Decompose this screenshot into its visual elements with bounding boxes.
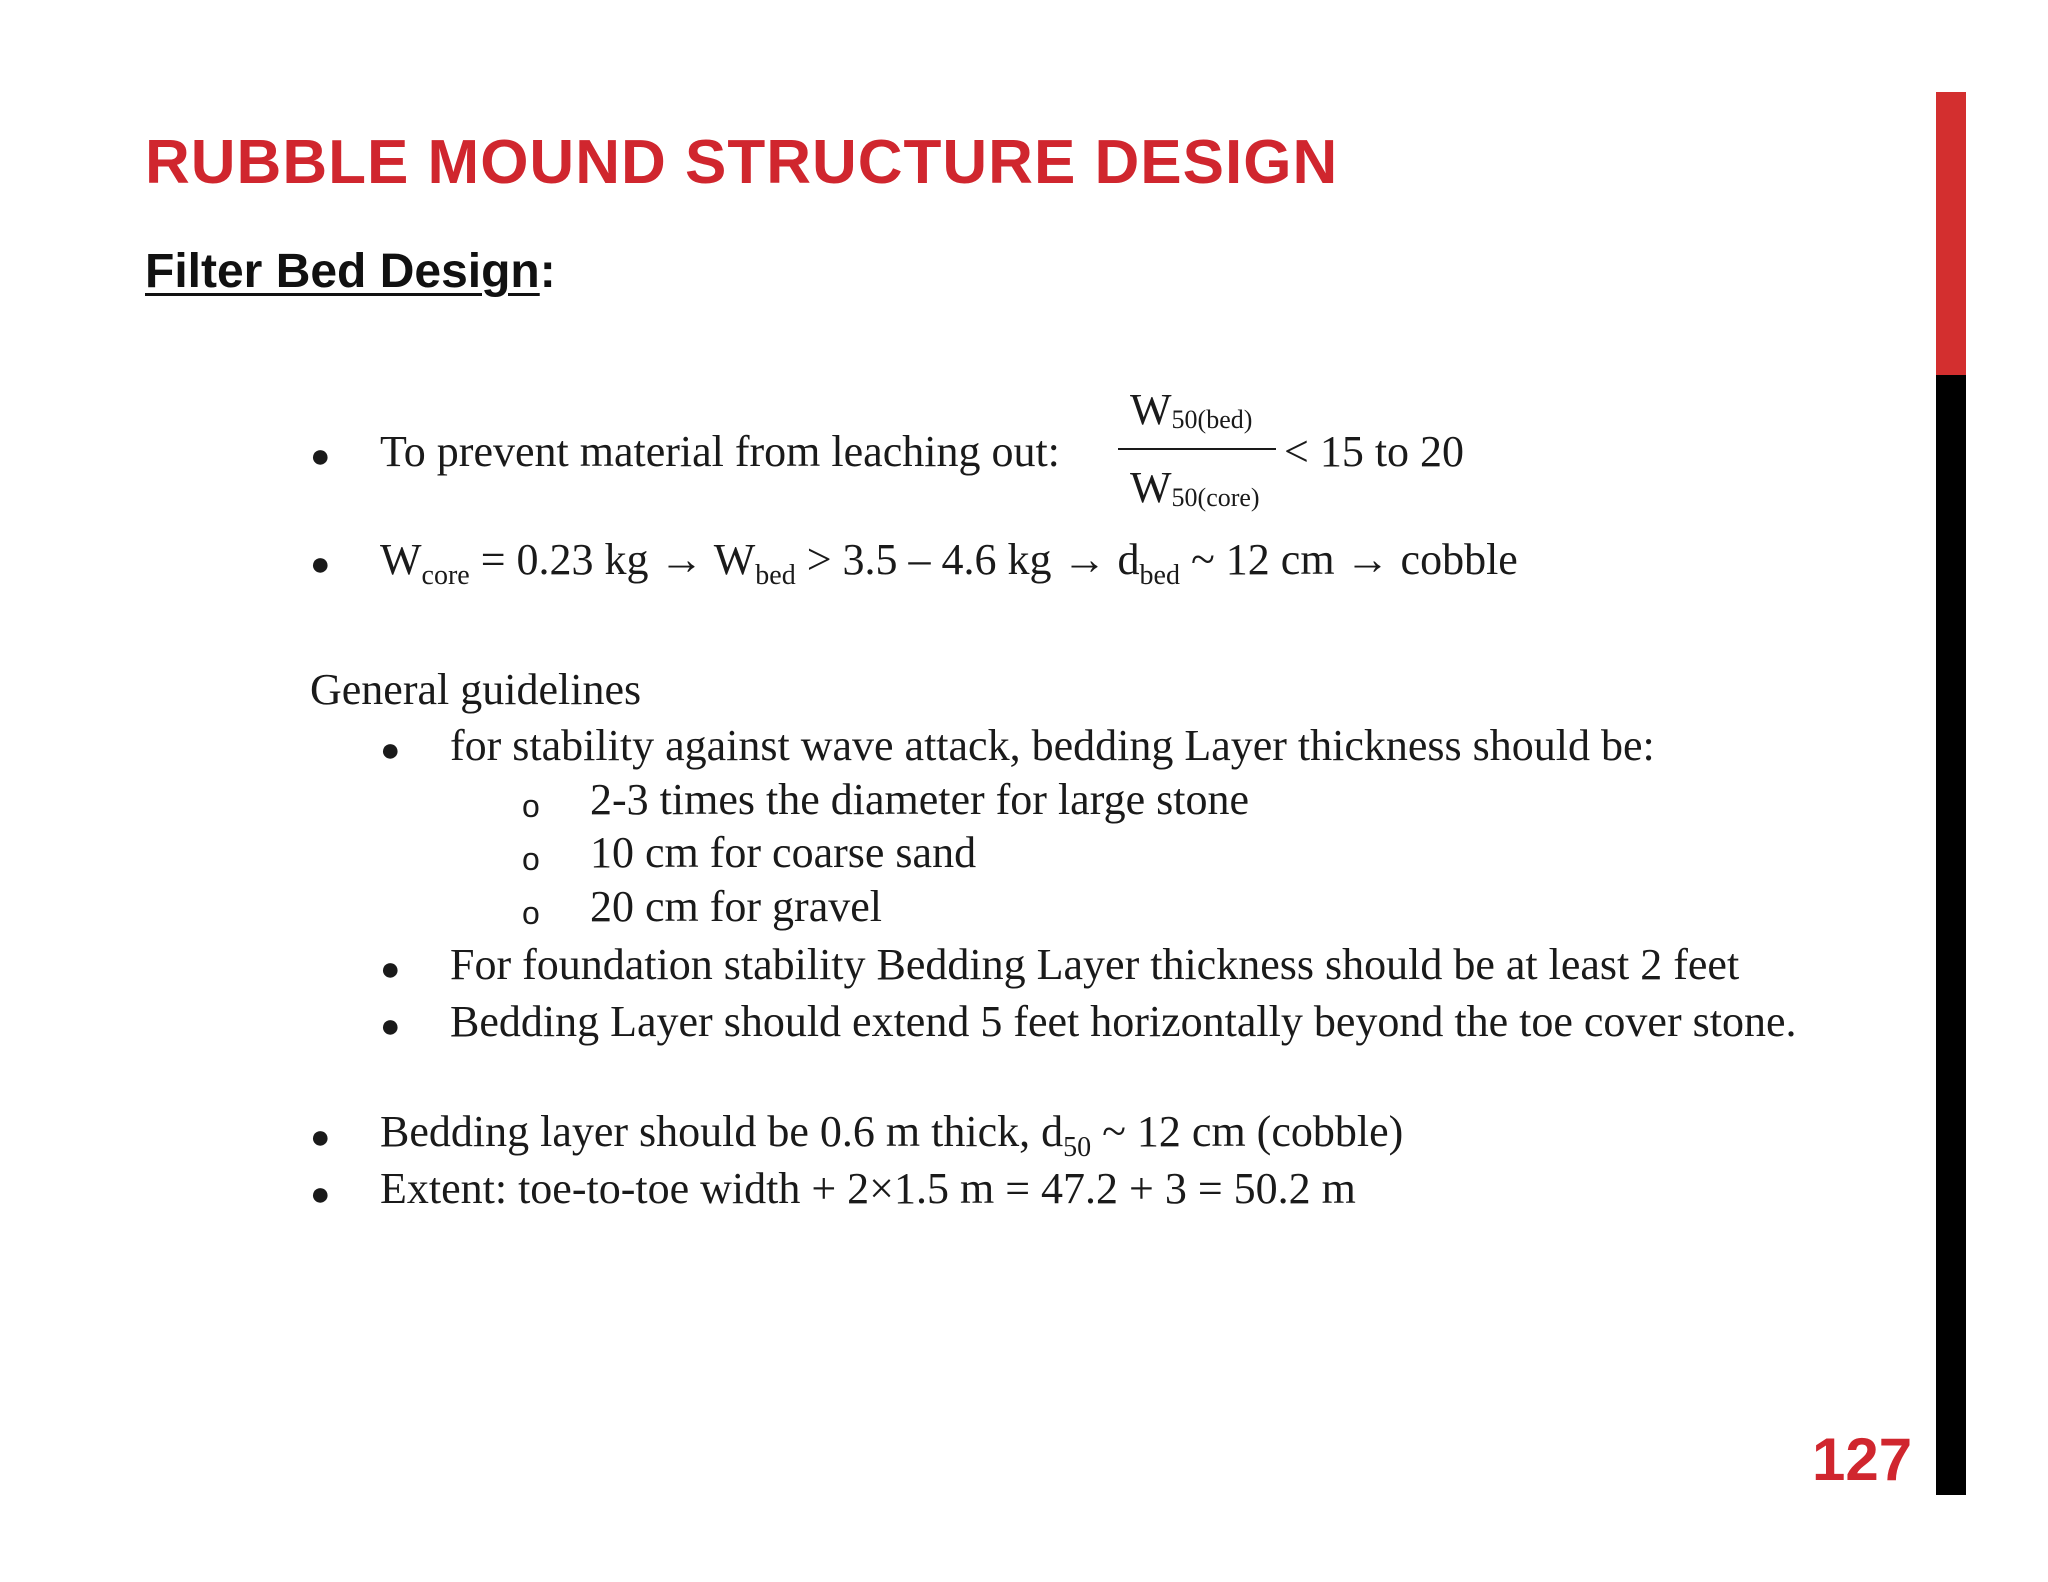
- guideline-wave-attack: for stability against wave attack, bedding Layer thickness should be:: [450, 721, 1655, 770]
- subtitle-colon: :: [539, 245, 556, 298]
- bullet-marker: ●: [310, 546, 331, 583]
- leaching-text: To prevent material from leaching out:: [380, 427, 1060, 476]
- bullet-marker: ●: [310, 438, 331, 475]
- guideline-foundation: For foundation stability Bedding Layer thickness should be at least 2 feet: [450, 940, 1740, 989]
- sub-coarse-sand: 10 cm for coarse sand: [590, 828, 977, 877]
- bedding-extent: Extent: toe-to-toe width + 2×1.5 m = 47.2 + 3 = 50.2 m: [380, 1164, 1356, 1213]
- guideline-extend: Bedding Layer should extend 5 feet horizontally beyond the toe cover stone.: [450, 997, 1797, 1046]
- circle-bullet: o: [522, 895, 540, 931]
- side-bar-black: [1936, 375, 1966, 1495]
- bullet-marker: ●: [380, 1008, 401, 1045]
- side-bar-red: [1936, 92, 1966, 375]
- guidelines-heading: General guidelines: [310, 665, 642, 714]
- ratio-limit: < 15 to 20: [1284, 427, 1465, 476]
- bullet-marker: ●: [380, 732, 401, 769]
- fraction-numerator: W50(bed): [1130, 385, 1253, 434]
- page-number: 127: [1812, 1426, 1913, 1493]
- core-weight-chain: $W_{core} = 0.23$ kg → $W_{bed} > 3.5 - 4.6$ kg → $d_{bed}$ ~ 12 cm → cobble: [380, 535, 1518, 591]
- bullet-marker: ●: [310, 1176, 331, 1213]
- sub-large-stone: 2-3 times the diameter for large stone: [590, 775, 1249, 824]
- section-subtitle: [145, 245, 556, 298]
- fraction-bar: [1118, 448, 1276, 450]
- circle-bullet: o: [522, 841, 540, 877]
- bullet-marker: ●: [310, 1119, 331, 1156]
- slide-title: RUBBLE MOUND STRUCTURE DESIGN: [145, 128, 1339, 197]
- circle-bullet: o: [522, 788, 540, 824]
- bedding-thickness: Bedding layer should be 0.6 m thick, $d_{50}$ ~ 12 cm (cobble): [380, 1107, 1404, 1163]
- fraction-denominator: W50(core): [1130, 463, 1260, 512]
- sub-gravel: 20 cm for gravel: [590, 882, 882, 931]
- bullet-marker: ●: [380, 951, 401, 988]
- subtitle-underlined: Filter Bed Design: [145, 245, 540, 298]
